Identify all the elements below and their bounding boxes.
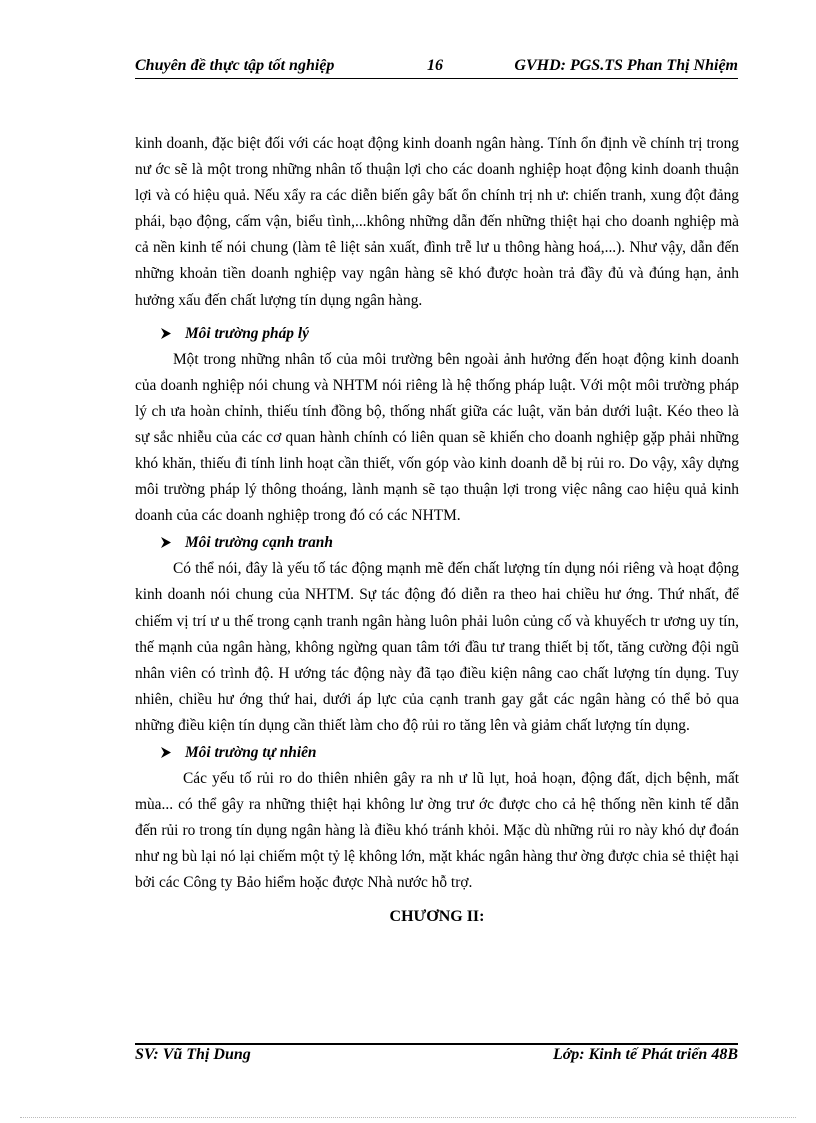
page-number: 16 (427, 57, 443, 74)
header-divider (135, 78, 738, 79)
document-body (135, 131, 739, 931)
header-title: Chuyên đề thực tập tốt nghiệp (135, 57, 335, 74)
footer-divider (135, 1043, 738, 1045)
arrow-bullet-icon (161, 537, 171, 548)
paragraph-legal: Một trong những nhân tố của môi trường bên ngoài ảnh hưởng đến hoạt động kinh doanh của doanh nghiệp nói chung và NHTM nói riêng là hệ thống pháp luật. Với một môi trường pháp lý ch ưa hoàn chỉnh, thiếu tính đồng bộ, thống nhất giữa các luật, văn bản dưới luật. Kéo theo là sự sắc nhiễu của các cơ quan hành chính có liên quan sẽ khiến cho doanh nghiệp gặp phải những khó khăn, thiếu đi tính linh hoạt cần thiết, vốn góp vào kinh doanh dễ bị rủi ro. Do vậy, xây dựng môi trường pháp lý thông thoáng, lành mạnh sẽ tạo thuận lợi trong việc nâng cao hiệu quả kinh doanh của các doanh nghiệp trong đó có các NHTM. (135, 350, 739, 525)
paragraph-nature: Các yếu tố rủi ro do thiên nhiên gây ra nh ư lũ lụt, hoả hoạn, động đất, dịch bệnh, mất mùa... có thể gây ra những thiệt hại không lư ờng trư ớc được cho cả hệ thống nền kinh tế dẫn đến rủi ro trong tín dụng ngân hàng là điều khó tránh khỏi. Mặc dù những rủi ro này khó dự đoán như ng bù lại nó lại chiếm một tỷ lệ không lớn, mặt khác ngân hàng thư ờng được chia sẻ thiệt hại bởi các Công ty Bảo hiểm hoặc được Nhà nước hỗ trợ. (135, 769, 739, 892)
arrow-bullet-icon (161, 747, 171, 758)
paragraph-competition: Có thể nói, đây là yếu tố tác động mạnh mẽ đến chất lượng tín dụng nói riêng và hoạt động kinh doanh nói chung của NHTM. Sự tác động đó diễn ra theo hai chiều hư ớng. Thứ nhất, để chiếm vị trí ư u thế trong cạnh tranh ngân hàng luôn phải luôn củng cố và khuyếch tr ương uy tín, thế mạnh của ngân hàng, không ngừng quan tâm tới đầu tư trang thiết bị tốt, tăng cường đội ngũ nhân viên có trình độ. H ướng tác động này đã tạo điều kiện nâng cao chất lượng tín dụng. Tuy nhiên, chiều hư ớng thứ hai, dưới áp lực của cạnh tranh gay gắt các ngân hàng có thể bỏ qua những điều kiện tín dụng cần thiết làm cho độ rủi ro tăng lên và giảm chất lượng tín dụng. (135, 560, 739, 734)
page-footer (135, 1046, 738, 1068)
page-header (135, 57, 738, 79)
paragraph-political: kinh doanh, đặc biệt đối với các hoạt động kinh doanh ngân hàng. Tính ổn định về chính trị trong nư ớc sẽ là một trong những nhân tố thuận lợi cho các doanh nghiệp hoạt động kinh doanh thuận lợi và có hiệu quả. Nếu xẩy ra các diễn biến gây bất ổn chính trị nh ư: chiến tranh, xung đột đảng phái, bạo động, cấm vận, biểu tình,...không những dẫn đến những thiệt hại cho doanh nghiệp mà cả nền kinh tế nói chung (làm tê liệt sản xuất, đình trễ lư u thông hàng hoá,...). Như vậy, dẫn đến những khoản tiền doanh nghiệp vay ngân hàng sẽ khó được hoàn trả đầy đủ và đúng hạn, ảnh hưởng xấu đến chất lượng tín dụng ngân hàng. (135, 135, 739, 309)
footer-class: Lớp: Kinh tế Phát triển 48B (552, 1046, 738, 1063)
heading-text: Môi trường pháp lý (185, 324, 309, 342)
section-heading-legal (135, 320, 739, 347)
heading-text: Môi trường tự nhiên (185, 743, 317, 761)
section-heading-nature (135, 739, 739, 766)
heading-text: Môi trường cạnh tranh (185, 534, 333, 552)
chapter-title: CHƯƠNG II: (389, 908, 485, 926)
page-edge-line (20, 1117, 796, 1118)
arrow-bullet-icon (161, 328, 171, 339)
header-supervisor: GVHD: PGS.TS Phan Thị Nhiệm (514, 57, 738, 74)
footer-student: SV: Vũ Thị Dung (135, 1046, 251, 1063)
section-heading-competition (135, 529, 739, 556)
